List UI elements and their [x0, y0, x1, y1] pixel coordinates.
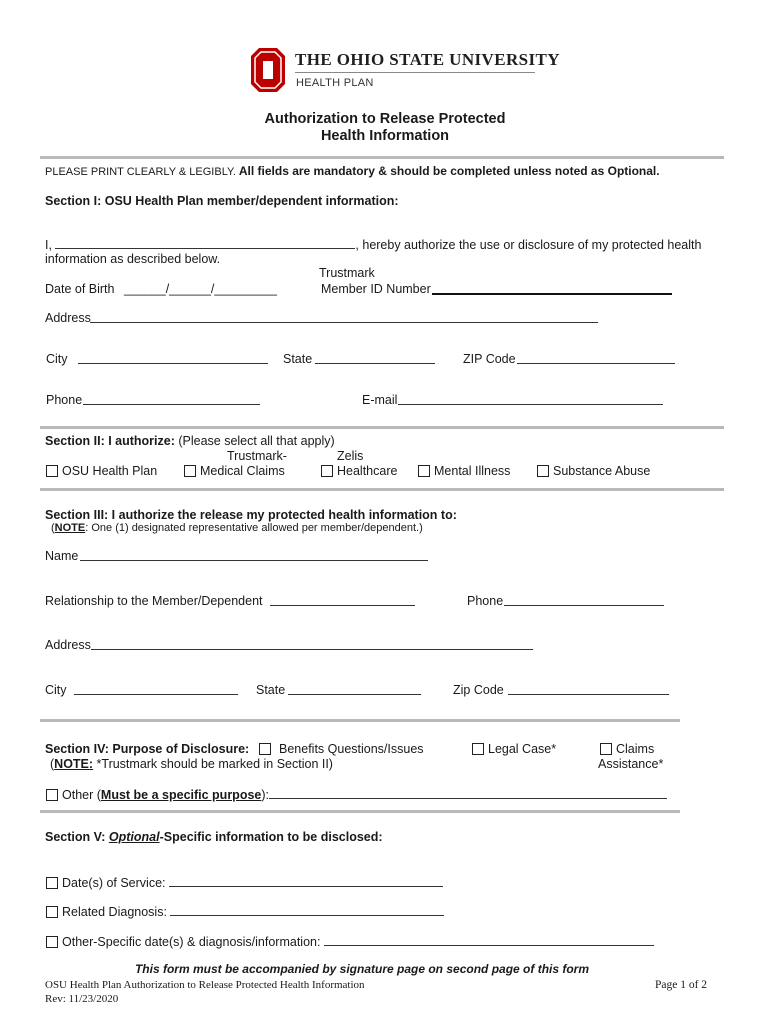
checkbox[interactable] — [259, 743, 271, 755]
option-label: Mental Illness — [434, 464, 511, 478]
rep-zip-field[interactable] — [508, 683, 669, 695]
checkbox[interactable] — [46, 936, 58, 948]
rep-address-field[interactable] — [91, 638, 533, 650]
rep-phone-field[interactable] — [504, 594, 664, 606]
other-specific-field[interactable] — [324, 934, 654, 946]
state-label: State — [283, 352, 313, 366]
instructions — [45, 164, 660, 178]
option-label: Substance Abuse — [553, 464, 651, 478]
member-id-field[interactable] — [432, 282, 672, 295]
doc-name: OSU Health Plan Authorization to Release Protected Health Information — [45, 979, 365, 991]
page-number: Page 1 of 2 — [655, 979, 708, 991]
item-label: Related Diagnosis: — [62, 905, 167, 919]
checkbox[interactable] — [46, 906, 58, 918]
revision-date: Rev: 11/23/2020 — [45, 993, 119, 1005]
checkbox[interactable] — [537, 465, 549, 477]
option-label: Legal Case* — [488, 742, 557, 756]
address-field[interactable] — [90, 311, 598, 323]
dob-field[interactable]: ______/______/_________ — [124, 282, 277, 296]
other-emphasis: Must be a specific purpose — [100, 788, 262, 802]
email-field[interactable] — [398, 393, 663, 405]
city-label: City — [46, 352, 68, 366]
item-label: Other-Specific date(s) & diagnosis/information: — [62, 935, 321, 949]
other-suffix: ): — [261, 788, 270, 802]
option-label: Medical Claims — [200, 464, 285, 478]
section5-heading — [45, 830, 383, 844]
claims-assistance-label2: Assistance* — [598, 757, 664, 771]
option-medical-claims[interactable] — [184, 464, 285, 478]
rep-state-label: State — [256, 683, 286, 697]
trustmark-label: Trustmark — [319, 266, 375, 280]
divider — [40, 719, 680, 722]
relationship-field[interactable] — [270, 594, 415, 606]
option-benefits-questions[interactable] — [259, 742, 424, 756]
form-title-line2: Health Information — [320, 128, 450, 144]
section2-heading-line — [45, 434, 335, 448]
item-other-specific[interactable] — [46, 934, 654, 949]
form-title-line1: Authorization to Release Protected — [264, 111, 506, 127]
option-claims-assistance[interactable] — [600, 742, 654, 756]
option-label: Claims — [616, 742, 655, 756]
university-name: THE OHIO STATE UNIVERSITY — [295, 50, 560, 69]
zip-field[interactable] — [517, 352, 675, 364]
option-label: OSU Health Plan — [62, 464, 158, 478]
email-label: E-mail — [362, 393, 398, 407]
rep-address-label: Address — [45, 638, 91, 652]
section3-heading: Section III: I authorize the release my protected health information to: — [45, 508, 457, 522]
heading-rest: -Specific information to be disclosed: — [159, 830, 383, 844]
option-mental-illness[interactable] — [418, 464, 510, 478]
rep-zip-label: Zip Code — [453, 683, 504, 697]
paren: ( — [50, 757, 55, 771]
member-name-field[interactable] — [55, 237, 355, 249]
authorize-line — [45, 237, 701, 252]
rep-phone-label: Phone — [467, 594, 504, 608]
instructions-prefix: PLEASE PRINT CLEARLY & LEGIBLY. — [45, 166, 236, 178]
checkbox[interactable] — [46, 789, 58, 801]
option-healthcare[interactable] — [321, 464, 397, 478]
divider — [40, 810, 680, 813]
section2-heading: Section II: I authorize: — [45, 434, 175, 448]
instructions-rest: All fields are mandatory & should be completed unless noted as Optional. — [235, 164, 660, 178]
item-related-diagnosis[interactable] — [46, 904, 444, 919]
health-plan-label: HEALTH PLAN — [296, 77, 374, 89]
other-purpose-field[interactable] — [269, 787, 667, 799]
other-prefix: Other ( — [62, 788, 101, 802]
signature-notice: This form must be accompanied by signature page on second page of this form — [134, 962, 590, 976]
header-divider — [295, 72, 535, 73]
divider — [40, 426, 724, 429]
rep-state-field[interactable] — [288, 683, 421, 695]
rep-city-field[interactable] — [74, 683, 238, 695]
optional-label: Optional — [108, 830, 160, 844]
section3-note — [51, 522, 423, 534]
dob-label: Date of Birth — [45, 282, 115, 296]
trustmark-over-label: Trustmark- — [227, 449, 287, 463]
member-id-label: Member ID Number — [321, 282, 431, 296]
note-label: NOTE — [54, 522, 86, 534]
note-text: *Trustmark should be marked in Section II) — [93, 757, 333, 771]
note-label: NOTE: — [54, 757, 94, 771]
divider — [40, 488, 724, 491]
zelis-over-label: Zelis — [337, 449, 364, 463]
ohio-state-block-o-logo — [251, 48, 285, 92]
checkbox[interactable] — [600, 743, 612, 755]
checkbox[interactable] — [184, 465, 196, 477]
section4-note — [50, 757, 333, 771]
option-osu-health-plan[interactable] — [46, 464, 157, 478]
state-field[interactable] — [315, 352, 435, 364]
option-label: Benefits Questions/Issues — [279, 742, 424, 756]
dates-of-service-field[interactable] — [169, 875, 443, 887]
paren: ( — [51, 522, 55, 534]
rep-name-label: Name — [45, 549, 79, 563]
heading-prefix: Section V: — [45, 830, 109, 844]
phone-field[interactable] — [83, 393, 260, 405]
item-label: Date(s) of Service: — [62, 876, 166, 890]
rep-city-label: City — [45, 683, 67, 697]
zip-label: ZIP Code — [463, 352, 516, 366]
authorize-prefix: I, — [45, 238, 56, 252]
checkbox[interactable] — [321, 465, 333, 477]
section2-note: (Please select all that apply) — [174, 434, 335, 448]
divider — [40, 156, 724, 159]
authorize-line2: information as described below. — [45, 252, 221, 266]
option-other-purpose[interactable] — [46, 787, 667, 802]
checkbox[interactable] — [472, 743, 484, 755]
option-label: Healthcare — [337, 464, 398, 478]
phone-label: Phone — [46, 393, 83, 407]
note-text: : One (1) designated representative allowed per member/dependent.) — [85, 522, 423, 534]
authorize-suffix: , hereby authorize the use or disclosure of my protected health — [355, 238, 702, 252]
checkbox[interactable] — [46, 877, 58, 889]
section1-heading: Section I: OSU Health Plan member/dependent information: — [45, 194, 399, 208]
relationship-label: Relationship to the Member/Dependent — [45, 594, 263, 608]
rep-name-field[interactable] — [80, 549, 428, 561]
city-field[interactable] — [78, 352, 268, 364]
address-label: Address — [45, 311, 91, 325]
option-legal-case[interactable] — [472, 742, 556, 756]
related-diagnosis-field[interactable] — [170, 904, 444, 916]
option-substance-abuse[interactable] — [537, 464, 650, 478]
section4-heading: Section IV: Purpose of Disclosure: — [45, 742, 250, 756]
item-dates-of-service[interactable] — [46, 875, 443, 890]
checkbox[interactable] — [418, 465, 430, 477]
checkbox[interactable] — [46, 465, 58, 477]
